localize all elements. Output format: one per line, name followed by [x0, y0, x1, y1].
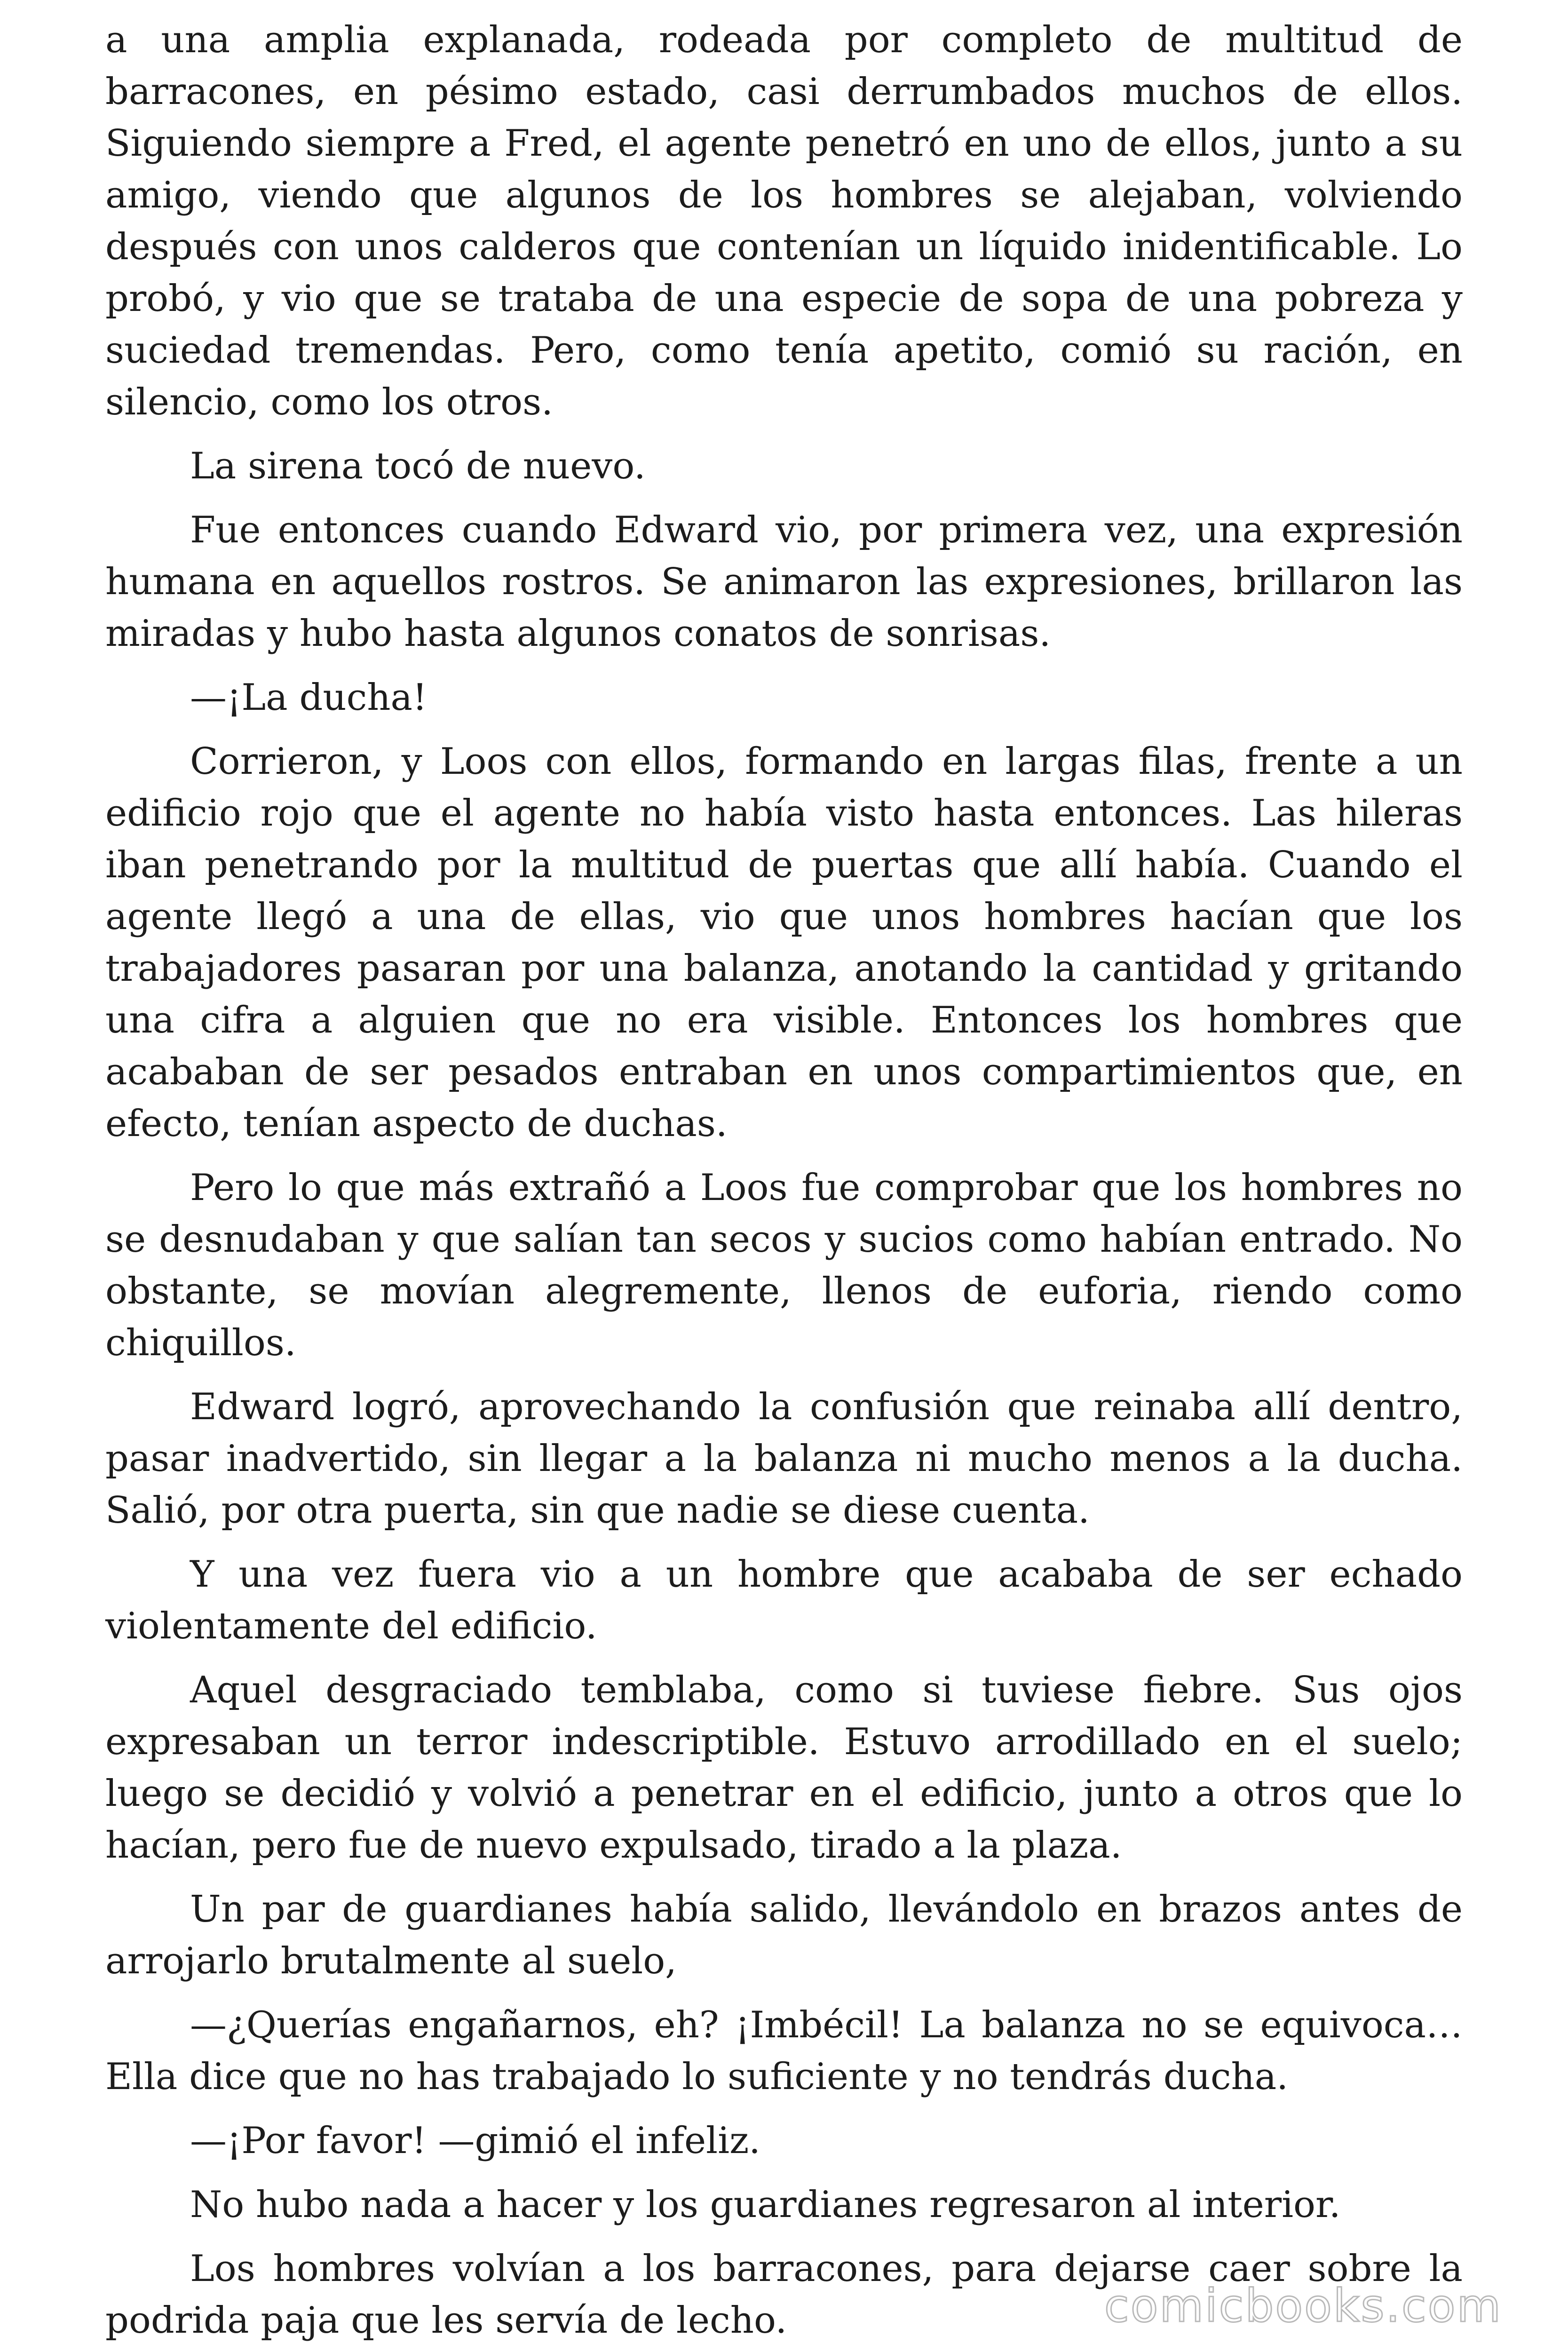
paragraph: Y una vez fuera vio a un hombre que acababa de ser echado violentamente del edificio.: [105, 1553, 1463, 1647]
paragraph: Pero lo que más extrañó a Loos fue comprobar que los hombres no se desnudaban y que salían tan secos y sucios como habían entrado. No obstante, se movían alegremente, llenos de euforia, riendo como chiquillos.: [105, 1167, 1463, 1364]
paragraph: —¡Por favor! —gimió el infeliz.: [190, 2120, 760, 2162]
paragraph: Fue entonces cuando Edward vio, por primera vez, una expresión humana en aquellos rostros. Se animaron las expresiones, brillaron las miradas y hubo hasta algunos conatos de sonrisas.: [105, 509, 1463, 655]
body-text: [105, 14, 1463, 2352]
paragraph: —¡La ducha!: [190, 676, 428, 719]
watermark: comicbooks.com: [1104, 2280, 1502, 2332]
paragraph: Los hombres volvían a los barracones, para dejarse caer sobre la podrida paja que les servía de lecho.: [105, 2248, 1463, 2342]
paragraph: Aquel desgraciado temblaba, como si tuviese fiebre. Sus ojos expresaban un terror indescriptible. Estuvo arrodillado en el suelo; luego se decidió y volvió a penetrar en el edificio, junto a otros que lo hacían, pero fue de nuevo expulsado, tirado a la plaza.: [105, 1669, 1463, 1867]
paragraph: a una amplia explanada, rodeada por completo de multitud de barracones, en pésimo estado, casi derrumbados muchos de ellos. Siguiendo siempre a Fred, el agente penetró en uno de ellos, junto a su amigo, viendo que algunos de los hombres se alejaban, volviendo después con unos calderos que contenían un líquido inidentificable. Lo probó, y vio que se trataba de una especie de sopa de una pobreza y suciedad tremendas. Pero, como tenía apetito, comió su ración, en silencio, como los otros.: [105, 19, 1463, 423]
paragraph: Edward logró, aprovechando la confusión que reinaba allí dentro, pasar inadvertido, sin llegar a la balanza ni mucho menos a la ducha. Salió, por otra puerta, sin que nadie se diese cuenta.: [105, 1386, 1463, 1532]
paragraph: Corrieron, y Loos con ellos, formando en largas filas, frente a un edificio rojo que el agente no había visto hasta entonces. Las hileras iban penetrando por la multitud de puertas que allí había. Cuando el agente llegó a una de ellas, vio que unos hombres hacían que los trabajadores pasaran por una balanza, anotando la cantidad y gritando una cifra a alguien que no era visible. Entonces los hombres que acababan de ser pesados entraban en unos compartimientos que, en efecto, tenían aspecto de duchas.: [105, 740, 1463, 1145]
paragraph: No hubo nada a hacer y los guardianes regresaron al interior.: [190, 2184, 1341, 2226]
paragraph: —¿Querías engañarnos, eh? ¡Imbécil! La balanza no se equivoca… Ella dice que no has trabajado lo suficiente y no tendrás ducha.: [105, 2004, 1463, 2098]
paragraph: Un par de guardianes había salido, llevándolo en brazos antes de arrojarlo brutalmente al suelo,: [105, 1888, 1463, 1982]
paragraph: La sirena tocó de nuevo.: [190, 445, 646, 487]
